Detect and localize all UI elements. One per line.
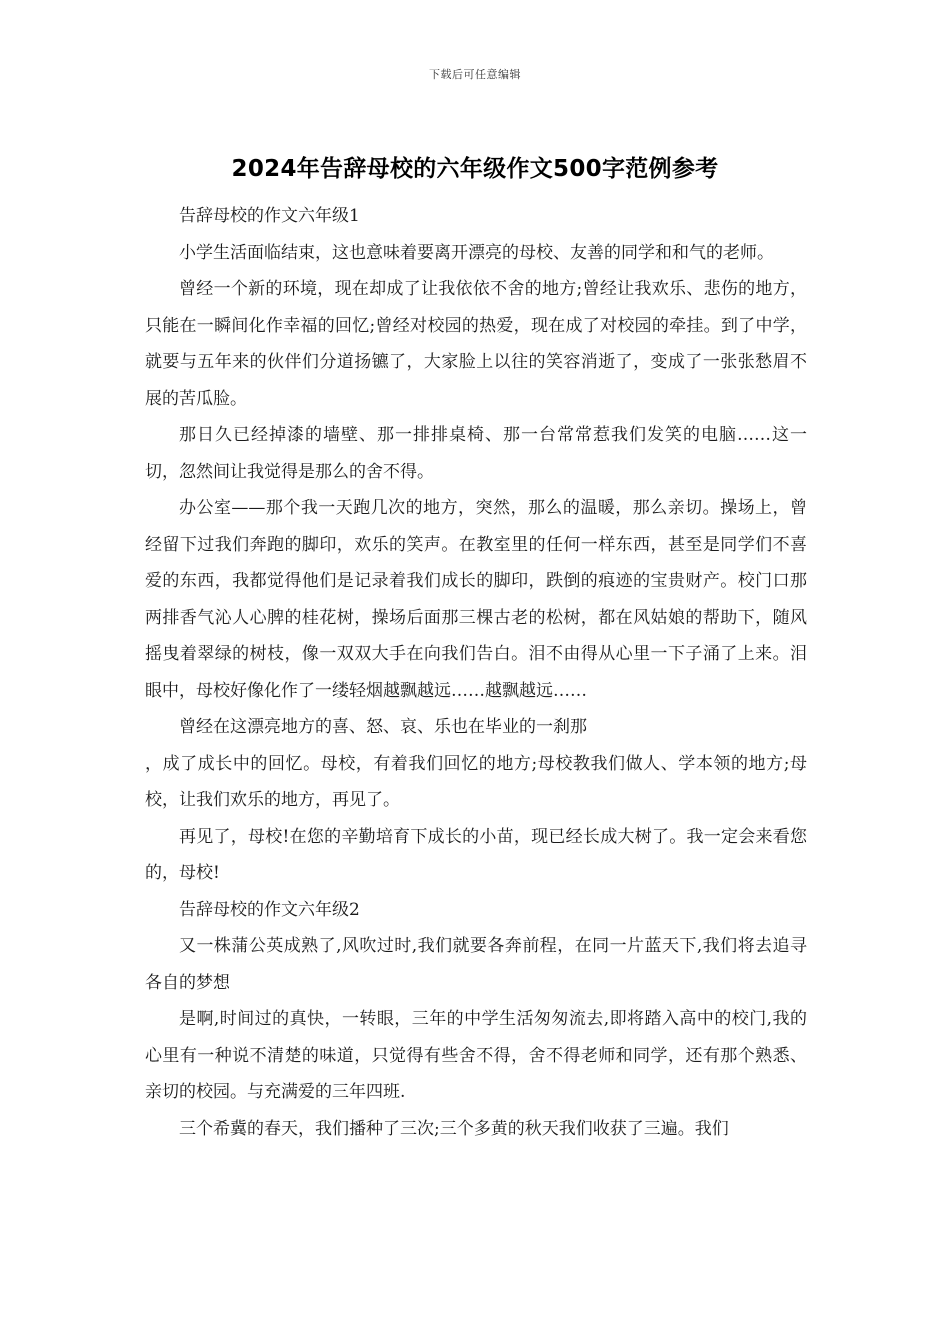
paragraph: 那日久已经掉漆的墙壁、那一排排桌椅、那一台常常惹我们发笑的电脑……这一切，忽然间让我觉得是那么的舍不得。 — [145, 425, 807, 482]
paragraph: 又一株蒲公英成熟了,风吹过时,我们就要各奔前程，在同一片蓝天下,我们将去追寻各自的梦想 — [145, 936, 807, 993]
paragraph: 再见了，母校!在您的辛勤培育下成长的小苗，现已经长成大树了。我一定会来看您的，母校! — [145, 826, 807, 883]
page-title: 2024年告辞母校的六年级作文500字范例参考 — [231, 156, 719, 182]
section-heading-1: 告辞母校的作文六年级1 — [179, 206, 360, 226]
header-note: 下载后可任意编辑 — [429, 68, 521, 81]
section-heading-2: 告辞母校的作文六年级2 — [179, 899, 360, 920]
paragraph: 曾经在这漂亮地方的喜、怒、哀、乐也在毕业的一刹那 — [179, 717, 587, 737]
paragraph: 曾经一个新的环境，现在却成了让我依依不舍的地方;曾经让我欢乐、悲伤的地方，只能在一瞬间化作幸福的回忆;曾经对校园的热爱，现在成了对校园的牵挂。到了中学，就要与五年来的伙伴们分道扬镳了，大家脸上以往的笑容消逝了，变成了一张张愁眉不展的苦瓜脸。 — [145, 279, 807, 409]
article-body — [145, 198, 807, 1147]
paragraph: 三个希冀的春天，我们播种了三次;三个多黄的秋天我们收获了三遍。我们 — [179, 1118, 729, 1139]
paragraph: 是啊,时间过的真快，一转眼，三年的中学生活匆匆流去,即将踏入高中的校门,我的心里有一种说不清楚的味道，只觉得有些舍不得，舍不得老师和同学，还有那个熟悉、亲切的校园。与充满爱的三年四班. — [145, 1009, 807, 1102]
paragraph: 小学生活面临结束，这也意味着要离开漂亮的母校、友善的同学和和气的老师。 — [179, 242, 774, 263]
paragraph: 办公室——那个我一天跑几次的地方，突然，那么的温暖，那么亲切。操场上，曾经留下过我们奔跑的脚印，欢乐的笑声。在教室里的任何一样东西，甚至是同学们不喜爱的东西，我都觉得他们是记录着我们成长的脚印，跌倒的痕迹的宝贵财产。校门口那两排香气沁人心脾的桂花树，操场后面那三棵古老的松树，都在风姑娘的帮助下，随风摇曳着翠绿的树枝，像一双双大手在向我们告白。泪不由得从心里一下子涌了上来。泪眼中，母校好像化作了一缕轻烟越飘越远……越飘越远…… — [145, 498, 807, 701]
paragraph: ，成了成长中的回忆。母校，有着我们回忆的地方;母校教我们做人、学本领的地方;母校，让我们欢乐的地方，再见了。 — [145, 753, 807, 810]
